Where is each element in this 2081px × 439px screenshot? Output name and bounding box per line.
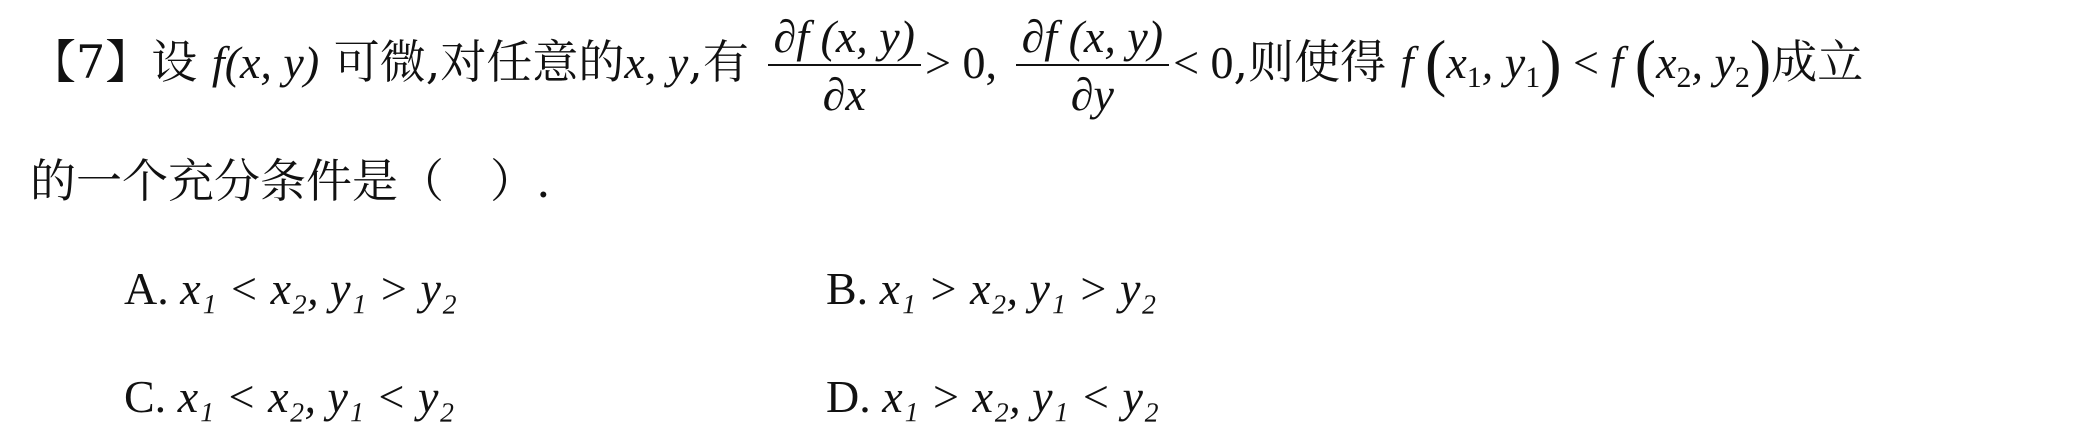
variables: x, y <box>624 37 689 88</box>
option-b-expression: x₁ > x₂, y₁ > y₂ <box>879 263 1157 314</box>
option-b-label: B. <box>826 263 869 314</box>
partial-y-denominator: ∂y <box>1070 69 1114 120</box>
partial-y-fraction <box>1016 11 1169 120</box>
partial-x-numerator: ∂f (x, y) <box>768 14 921 66</box>
question-line-2 <box>30 154 551 208</box>
partial-x-fraction <box>768 11 921 120</box>
partial-x-denominator: ∂x <box>822 69 866 120</box>
condition-expression: f ($x_1$, $y_1) < f$ ($x_2$, $y_2$) <box>1400 27 1772 98</box>
option-a-label: A. <box>124 263 169 314</box>
option-c[interactable] <box>124 370 454 423</box>
option-a[interactable] <box>124 262 457 315</box>
option-c-expression: x₁ < x₂, y₁ < y₂ <box>177 371 455 422</box>
question-text-5: 成立 <box>1771 35 1864 89</box>
option-c-label: C. <box>124 371 167 422</box>
question-line-1 <box>30 11 1864 120</box>
partial-y-numerator: ∂f (x, y) <box>1016 14 1169 66</box>
question-text-1: 设 <box>151 35 198 89</box>
option-d-label: D. <box>826 371 871 422</box>
inequality-1: > 0, <box>925 37 997 88</box>
function-name: f <box>211 37 225 88</box>
question-text-4: ,则使得 <box>1233 35 1387 89</box>
question-number: 【7】 <box>30 35 152 89</box>
option-d[interactable] <box>826 370 1159 423</box>
question-text-3: ,有 <box>688 35 749 89</box>
question-text-2: 可微,对任意的 <box>333 35 625 89</box>
function-args: (x, y) <box>224 37 320 88</box>
option-d-expression: x₁ > x₂, y₁ < y₂ <box>882 371 1159 422</box>
option-b[interactable] <box>826 262 1156 315</box>
question-text-line-2: 的一个充分条件是（ ）. <box>30 154 551 208</box>
option-a-expression: x₁ < x₂, y₁ > y₂ <box>180 263 457 314</box>
inequality-2: < 0 <box>1173 37 1234 88</box>
